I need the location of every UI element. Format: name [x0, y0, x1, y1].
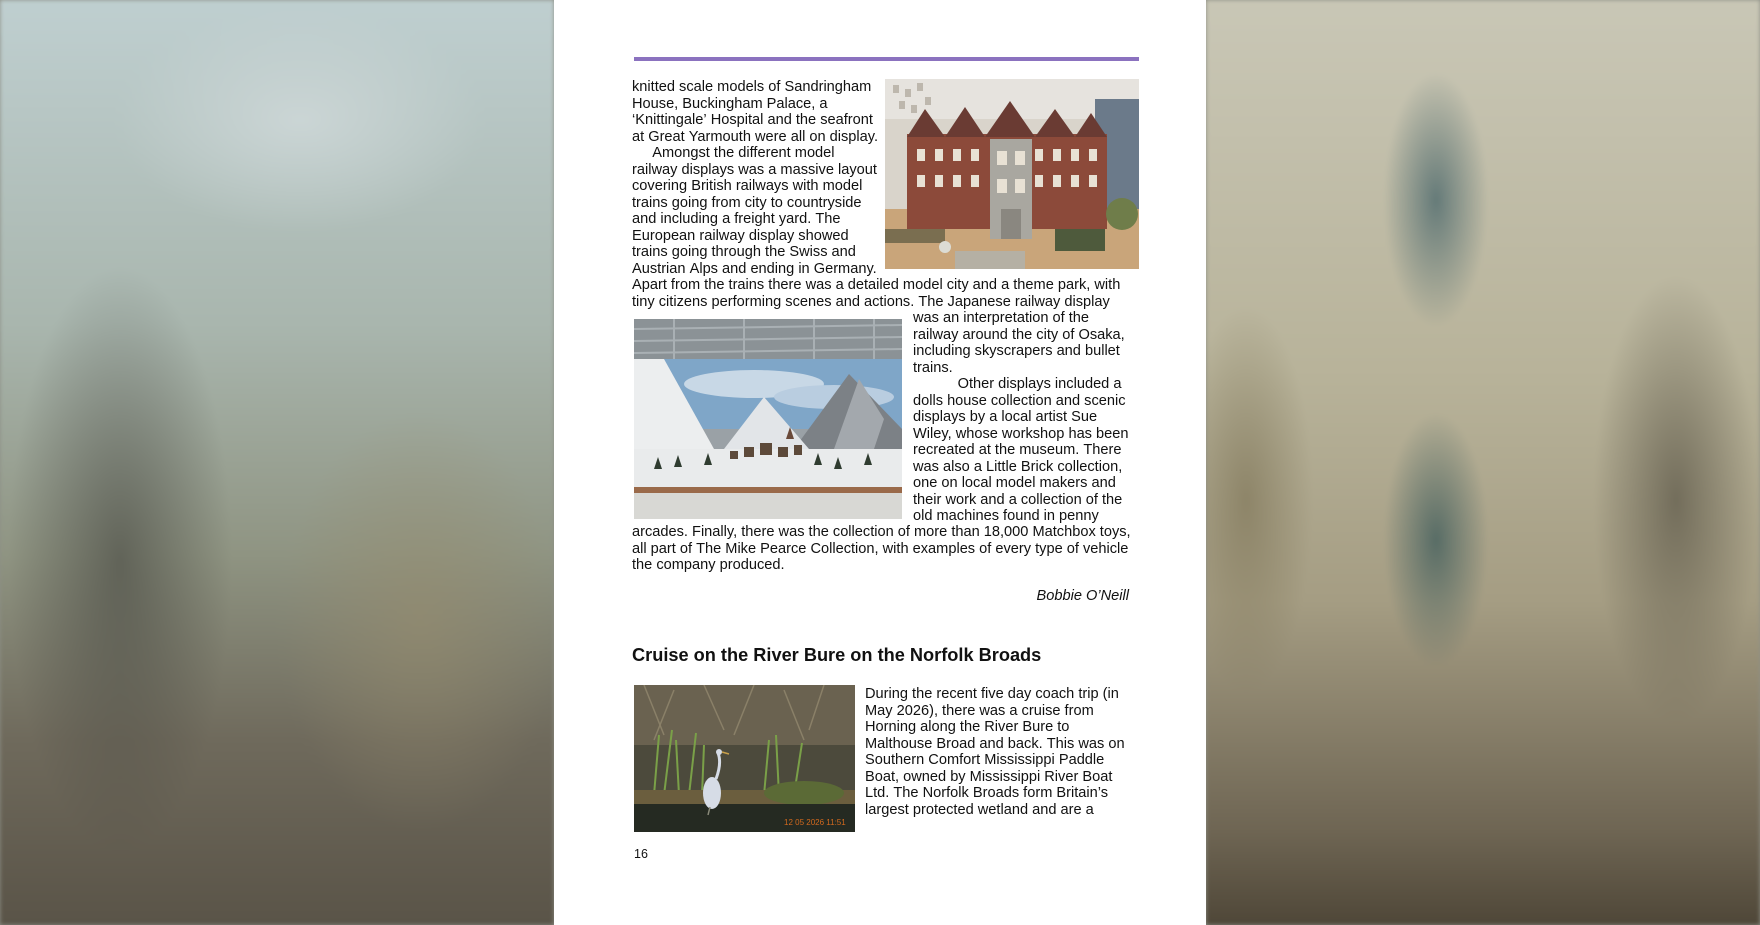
text-line: Boat, owned by Mississippi River Boat — [865, 768, 1113, 785]
text-line: Horning along the River Bure to — [865, 719, 1070, 735]
header-rule — [634, 57, 1139, 61]
text-line: Southern Comfort Mississippi Paddle — [865, 752, 1105, 768]
heron-photo — [634, 685, 855, 832]
text-line: at Great Yarmouth were all on display. — [632, 128, 879, 145]
text-line: and including a freight yard. The — [632, 211, 841, 227]
article2-text — [865, 686, 1125, 818]
text-line: one on local model makers and — [913, 475, 1116, 491]
text-line: Wiley, whose workshop has been — [913, 425, 1129, 442]
text-line: was also a Little Brick collection, — [913, 458, 1123, 475]
text-line: knitted scale models of Sandringham — [632, 79, 872, 95]
text-line: Apart from the trains there was a detailed model city and a theme park, with — [632, 277, 1121, 293]
text-line: tiny citizens performing scenes and actions. The Japanese railway display — [632, 293, 1110, 310]
text-line: trains going from city to countryside — [632, 194, 862, 211]
text-line: House, Buckingham Palace, a — [632, 95, 828, 112]
text-line: their work and a collection of the — [913, 491, 1123, 508]
text-line: Malthouse Broad and back. This was on — [865, 735, 1125, 752]
blurred-background-left — [0, 0, 554, 925]
photo-date-stamp: 12 05 2026 11:51 — [784, 818, 846, 827]
text-line: railway around the city of Osaka, — [913, 326, 1125, 343]
text-line: old machines found in penny — [913, 508, 1099, 524]
article2-heading: Cruise on the River Bure on the Norfolk Broads — [632, 645, 1042, 665]
article1-bottom-text — [632, 524, 1131, 574]
author-signature: Bobbie O’Neill — [1036, 588, 1129, 604]
knitted-house-photo — [885, 79, 1139, 269]
text-line: Amongst the different model — [632, 145, 835, 161]
text-line: recreated at the museum. There — [913, 442, 1122, 458]
text-line: the company produced. — [632, 557, 785, 573]
text-line: all part of The Mike Pearce Collection, with examples of every type of vehicle — [632, 540, 1129, 557]
page-number: 16 — [634, 847, 648, 861]
text-line: European railway display showed — [632, 227, 849, 244]
text-line: Other displays included a — [913, 376, 1122, 392]
text-line: covering British railways with model — [632, 178, 863, 194]
text-line: trains going through the Swiss and — [632, 244, 856, 260]
text-line: trains. — [913, 359, 953, 376]
text-line: arcades. Finally, there was the collection of more than 18,000 Matchbox toys, — [632, 524, 1131, 540]
text-line: was an interpretation of the — [913, 310, 1090, 326]
text-line: railway displays was a massive layout — [632, 161, 877, 178]
text-line: Austrian Alps and ending in Germany. — [632, 260, 877, 277]
text-line: largest protected wetland and are a — [865, 801, 1094, 818]
text-line: Ltd. The Norfolk Broads form Britain’s — [865, 785, 1109, 801]
text-line: During the recent five day coach trip (in — [865, 686, 1119, 702]
text-line: displays by a local artist Sue — [913, 409, 1098, 425]
text-line: May 2026), there was a cruise from — [865, 702, 1094, 719]
blurred-background-right — [1206, 0, 1760, 925]
article1-middle-text — [632, 277, 1120, 310]
document-page — [554, 0, 1206, 925]
alpine-layout-photo — [634, 319, 902, 519]
text-line: ‘Knittingale’ Hospital and the seafront — [632, 112, 873, 128]
article1-wrap-text — [913, 310, 1129, 525]
text-line: dolls house collection and scenic — [913, 392, 1126, 409]
text-line: including skyscrapers and bullet — [913, 343, 1120, 359]
article1-top-text — [632, 79, 878, 277]
